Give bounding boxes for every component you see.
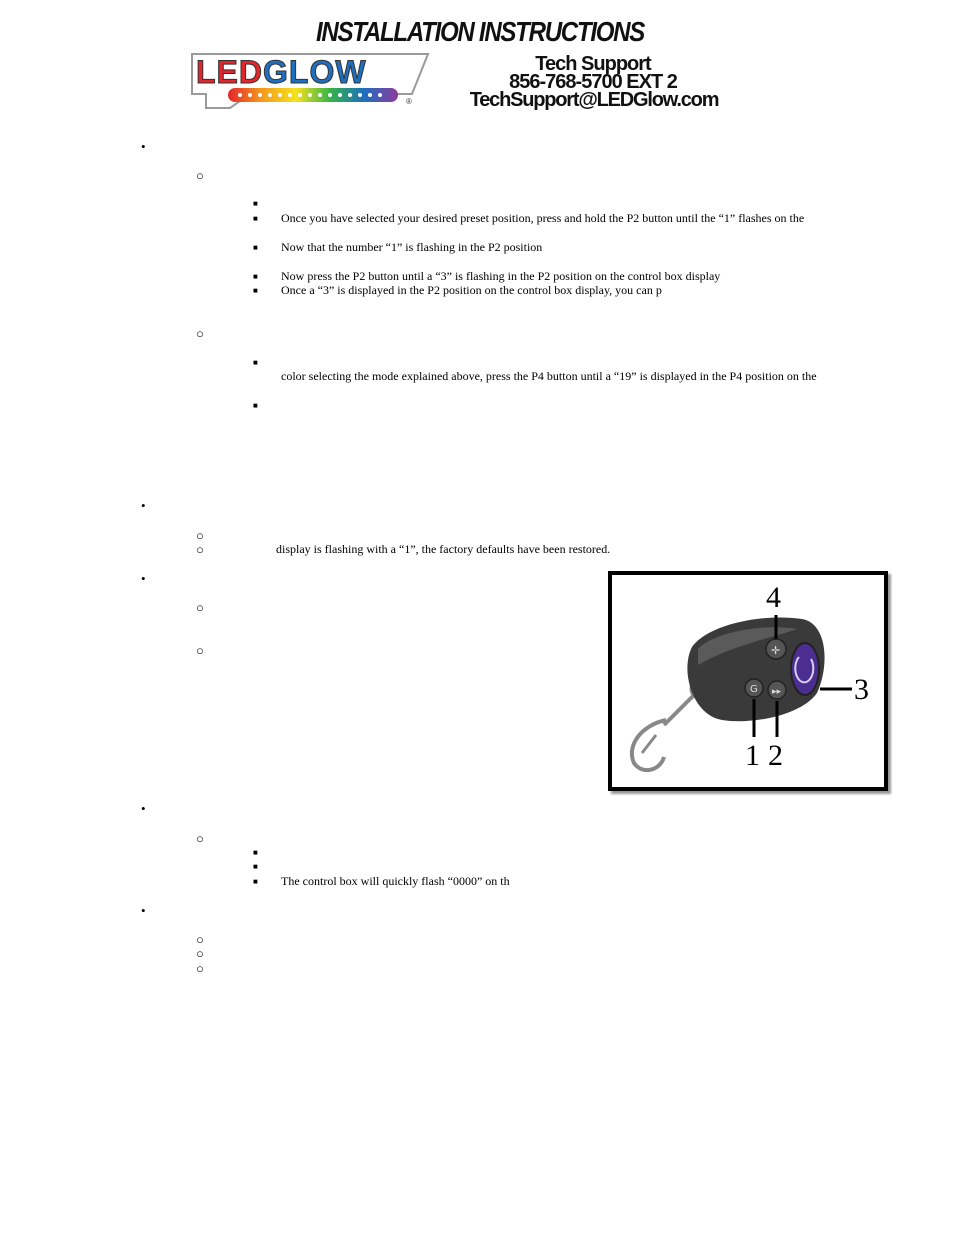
instruction-line: Once a “3” is displayed in the P2 position on the control box display, you can p — [281, 283, 662, 297]
callout-label-4: 4 — [766, 581, 781, 614]
bullet-level2: ○ — [196, 946, 204, 961]
bullet-level3: ■ — [253, 243, 258, 252]
instruction-line: Now press the P2 button until a “3” is flashing in the P2 position on the control box display — [281, 269, 721, 283]
bullet-level1: • — [141, 139, 146, 154]
callout-label-1: 1 — [745, 739, 760, 772]
tech-support-label: Tech Support — [535, 53, 651, 75]
document-title: INSTALLATION INSTRUCTIONS — [316, 16, 645, 47]
svg-text:®: ® — [406, 97, 412, 106]
bullet-level2: ○ — [196, 600, 204, 615]
bullet-level3: ■ — [253, 848, 258, 857]
svg-text:G: G — [750, 684, 758, 695]
bullet-level1: • — [141, 801, 146, 816]
bullet-level3: ■ — [253, 358, 258, 367]
bullet-level2: ○ — [196, 326, 204, 341]
bullet-level3: ■ — [253, 199, 258, 208]
bullet-level1: • — [141, 571, 146, 586]
instruction-line: The control box will quickly flash “0000” on th — [281, 874, 510, 888]
bullet-level3: ■ — [253, 401, 258, 410]
bullet-level3: ■ — [253, 214, 258, 223]
callout-label-3: 3 — [854, 673, 869, 706]
bullet-level2: ○ — [196, 932, 204, 947]
bullet-level2: ○ — [196, 168, 204, 183]
tech-support-phone: 856-768-5700 EXT 2 — [509, 71, 677, 93]
bullet-level3: ■ — [253, 286, 258, 295]
tech-support-email: TechSupport@LEDGlow.com — [469, 89, 719, 111]
svg-text:▸▸: ▸▸ — [772, 687, 782, 697]
bullet-level3: ■ — [253, 862, 258, 871]
instruction-line: Now that the number “1” is flashing in the P2 position — [281, 240, 543, 254]
svg-text:✛: ✛ — [771, 644, 781, 657]
bullet-level2: ○ — [196, 961, 204, 976]
ledglow-logo — [190, 52, 430, 110]
remote-figure — [608, 571, 888, 791]
bullet-level2: ○ — [196, 542, 204, 557]
instruction-line: display is flashing with a “1”, the factory defaults have been restored. — [276, 542, 611, 556]
instruction-line: Once you have selected your desired preset position, press and hold the P2 button until the “1” flashes on the — [281, 211, 805, 225]
logo-wordmark: LEDGLOW — [196, 54, 367, 90]
bullet-level1: • — [141, 498, 146, 513]
instruction-line: color selecting the mode explained above, press the P4 button until a “19” is displayed in the P4 position on the — [281, 369, 817, 383]
bullet-level3: ■ — [253, 272, 258, 281]
callout-label-2: 2 — [768, 739, 783, 772]
bullet-level1: • — [141, 903, 146, 918]
bullet-level2: ○ — [196, 831, 204, 846]
bullet-level2: ○ — [196, 528, 204, 543]
bullet-level3: ■ — [253, 877, 258, 886]
bullet-level2: ○ — [196, 643, 204, 658]
